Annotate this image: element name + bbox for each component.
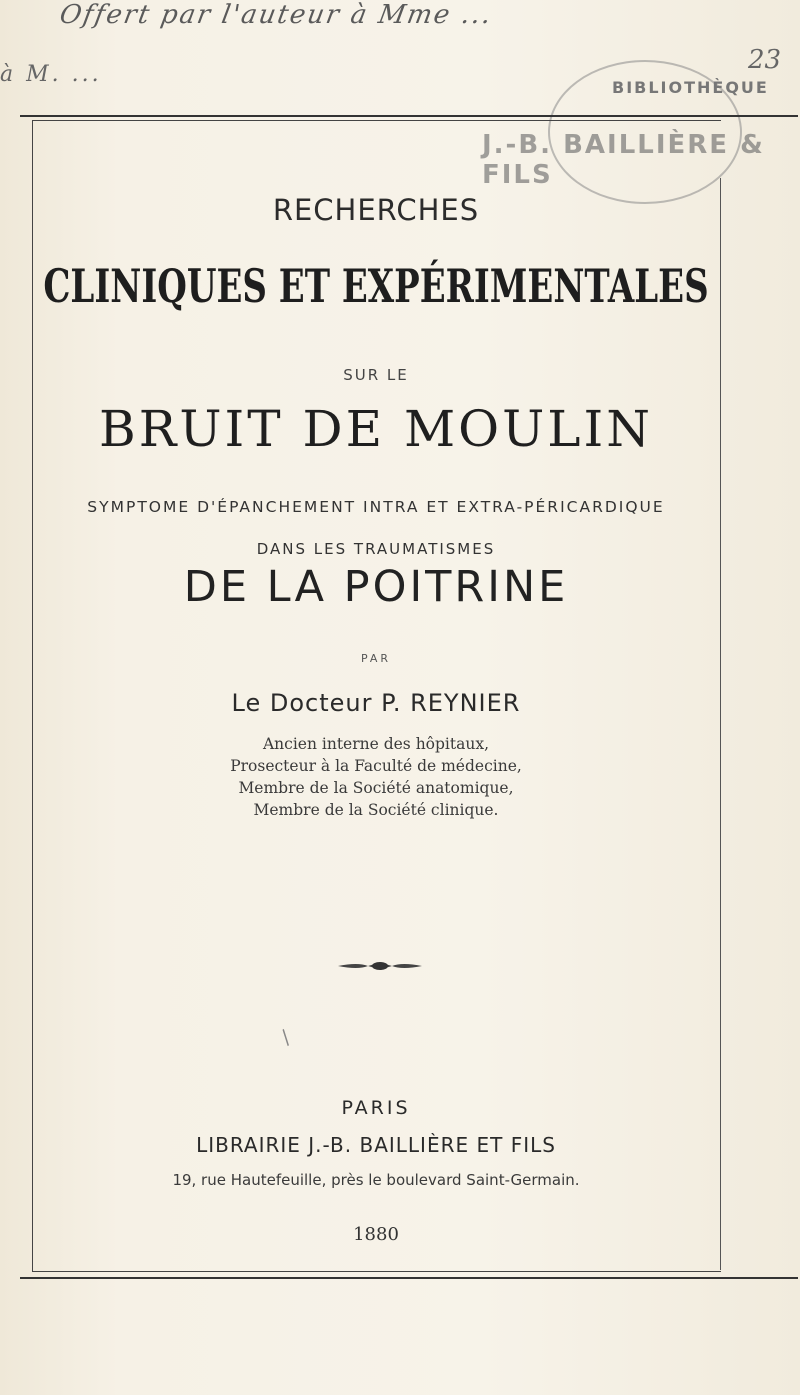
title-cliniques: CLINIQUES ET EXPÉRIMENTALES <box>43 260 709 314</box>
par-label: PAR <box>360 652 392 665</box>
main-title: BRUIT DE MOULIN <box>98 400 654 458</box>
credential-line: Membre de la Société clinique. <box>253 801 499 819</box>
title-sur-le: SUR LE <box>343 366 409 384</box>
title-recherches: RECHERCHES <box>272 193 480 227</box>
credential-line: Membre de la Société anatomique, <box>238 779 514 797</box>
subtitle-poitrine: DE LA POITRINE <box>183 562 569 612</box>
ornament-divider <box>258 960 502 972</box>
library-stamp-middle-text: J.-B. BAILLIÈRE & FILS <box>482 130 765 190</box>
credential-line: Prosecteur à la Faculté de médecine, <box>230 757 522 775</box>
handwritten-shelf-number: 23 <box>748 45 782 75</box>
library-stamp-top-text: BIBLIOTHÈQUE <box>612 78 769 97</box>
imprint-publisher: LIBRAIRIE J.-B. BAILLIÈRE ET FILS <box>196 1133 556 1157</box>
imprint-address: 19, rue Hautefeuille, près le boulevard Saint-Germain. <box>172 1171 580 1189</box>
author-name: Le Docteur P. REYNIER <box>231 689 521 717</box>
imprint-city: PARIS <box>341 1097 411 1119</box>
subtitle-dans: DANS LES TRAUMATISMES <box>256 540 496 558</box>
subtitle-symptome: SYMPTOME D'ÉPANCHEMENT INTRA ET EXTRA-PÉRICARDIQUE <box>87 498 665 516</box>
credential-line: Ancien interne des hôpitaux, <box>262 735 490 753</box>
right-border-rule <box>720 178 721 1270</box>
handwritten-dedication: Offert par l'auteur à Mme ... <box>57 0 496 30</box>
imprint-year: 1880 <box>353 1224 399 1245</box>
handwritten-dedication-line-2: à M. ... <box>0 62 102 87</box>
author-credentials <box>32 733 720 821</box>
pencil-mark-icon: / <box>275 1025 296 1049</box>
